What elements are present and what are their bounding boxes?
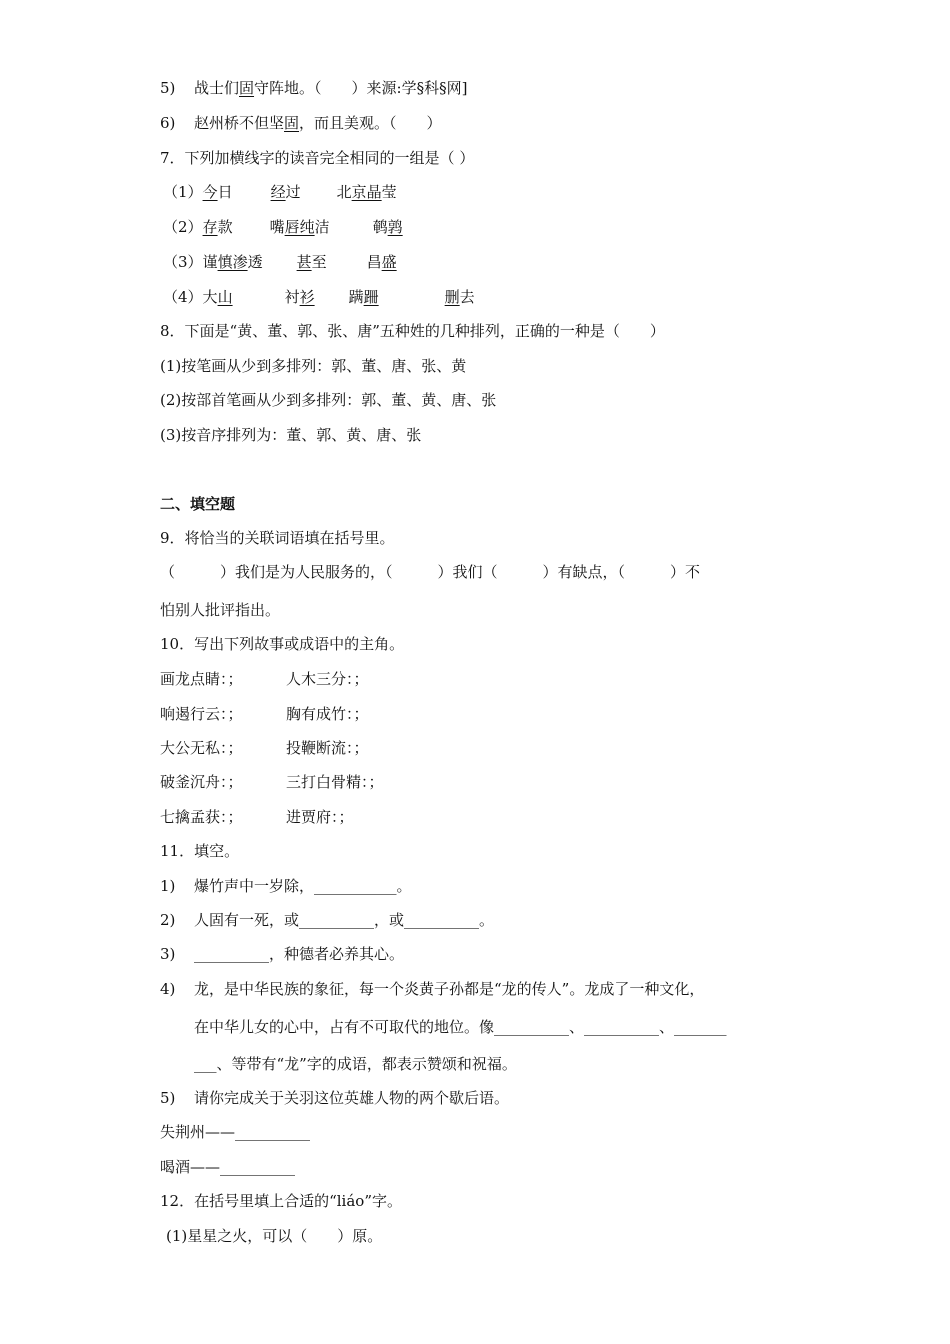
question-12-option-1: (1)星星之火，可以（ ）原。 [166,1227,383,1245]
question-10-row: 大公无私：； 投鞭断流：； [160,739,369,757]
question-11-item-4: 4) 龙，是中华民族的象征，每一个炎黄子孙都是“龙的传人”。龙成了一种文化， [160,980,705,998]
question-6-item: 6) 赵州桥不但坚固，而且美观。（ ） [160,114,442,132]
question-9-line-2: 怕别人批评指出。 [160,601,281,619]
question-8-option-3: (3)按音序排列为：董、郭、黄、唐、张 [160,426,422,444]
question-11-item-4-cont: ___、等带有“龙”字的成语，都表示赞颂和祝福。 [194,1055,517,1073]
question-9-stem: 9．将恰当的关联词语填在括号里。 [160,529,395,547]
question-11-item-4-cont: 在中华儿女的心中，占有不可取代的地位。像__________、__________、_______ [194,1018,727,1036]
question-11-stem: 11．填空。 [160,842,240,860]
question-8-option-1: (1)按笔画从少到多排列：郭、董、唐、张、黄 [160,357,467,375]
question-11-item-3: 3) __________，种德者必养其心。 [160,945,405,963]
question-8-option-2: (2)按部首笔画从少到多排列：郭、董、黄、唐、张 [160,391,497,409]
question-10-row: 破釜沉舟：； 三打白骨精：； [160,773,384,791]
question-10-row: 七擒孟获：； 进贾府：； [160,808,354,826]
question-7-group-3: （3）谨慎渗透 甚至 昌盛 [163,253,397,271]
question-10-row: 画龙点睛：； 人木三分：； [160,670,369,688]
question-11-item-2: 2) 人固有一死，或__________，或__________。 [160,911,495,929]
question-7-stem: 7．下列加横线字的读音完全相同的一组是（ ） [160,149,475,167]
question-7-group-1: （1）今日 经过 北京晶莹 [163,183,397,201]
question-7-group-4: （4）大山 衬衫 蹒跚 删去 [163,288,475,306]
question-11-item-1: 1) 爆竹声中一岁除，___________。 [160,877,412,895]
question-9-line-1: （ ）我们是为人民服务的，（ ）我们（ ）有缺点，（ ）不 [160,563,701,581]
xiehouyu-2: 喝酒——__________ [160,1158,296,1176]
question-10-row: 响遏行云：； 胸有成竹：； [160,705,369,723]
question-5-item: 5) 战士们固守阵地。（ ）来源:学§科§网] [160,79,468,97]
section-title: 二、填空题 [160,495,236,513]
xiehouyu-1: 失荆州——__________ [160,1123,311,1141]
question-10-stem: 10．写出下列故事或成语中的主角。 [160,635,405,653]
question-7-group-2: （2）存款 嘴唇纯洁 鹌鹑 [163,218,403,236]
question-11-item-5: 5) 请你完成关于关羽这位英雄人物的两个歇后语。 [160,1089,510,1107]
question-12-stem: 12．在括号里填上合适的“liáo”字。 [160,1192,402,1210]
question-8-stem: 8．下面是“黄、董、郭、张、唐”五种姓的几种排列，正确的一种是（ ） [160,322,665,340]
